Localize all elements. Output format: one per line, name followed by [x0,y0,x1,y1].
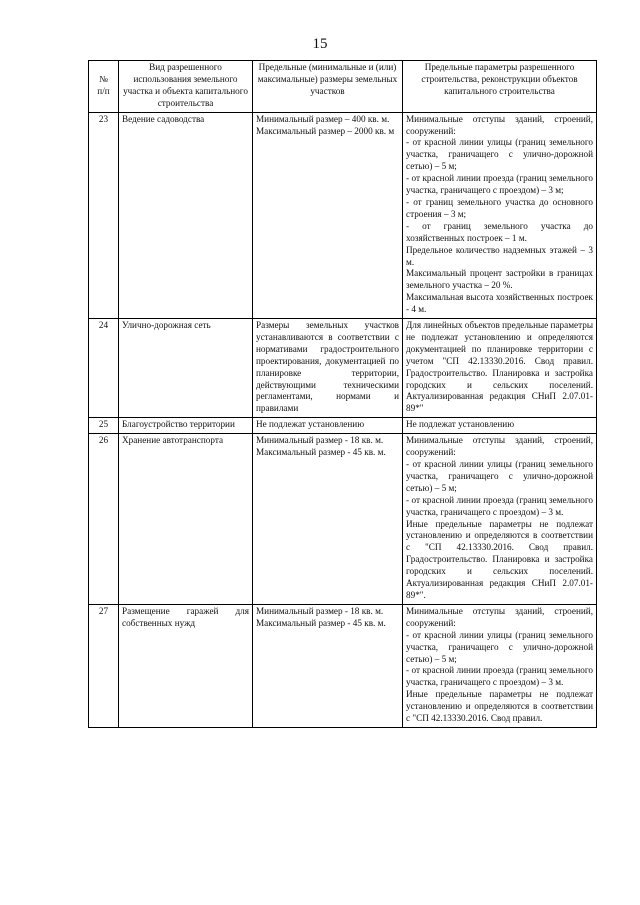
row-params: Минимальные отступы зданий, строений, сооружений: - от красной линии улицы (границ земельного участка, граничащего с улично-дорожной сетью) – 5 м; - от красной линии проезда (границ земельного участка, граничащего с проездом) – 3 м. Иные предельные параметры не подлежат установлению и определяются в соответствии с "СП 42.13330.2016. Свод правил. [403,604,597,727]
table-row [89,418,597,434]
row-params: Для линейных объектов предельные параметры не подлежат установлению и определяются документацией по планировке территории с учетом "СП 42.13330.2016. Свод правил. Градостроительство. Планировка и застройка городских и сельских поселений. Актуализированная редакция СНиП 2.07.01-89*" [403,319,597,418]
table-row [89,434,597,605]
row-size: Минимальный размер - 18 кв. м. Максимальный размер - 45 кв. м. [253,434,403,605]
row-params: Минимальные отступы зданий, строений, сооружений: - от красной линии улицы (границ земельного участка, граничащего с улично-дорожной сетью) – 5 м; - от красной линии проезда (границ земельного участка, граничащего с проездом) – 3 м; - от границ земельного участка до основного строения – 3 м; - от границ земельного участка до хозяйственных построек – 1 м. Предельное количество надземных этажей – 3 м. Максимальный процент застройки в границах земельного участка – 20 %. Максимальная высота хозяйственных построек - 4 м. [403,112,597,318]
row-size: Размеры земельных участков устанавливаются в соответствии с нормативами градостроительного проектирования, документацией по планировке территории, действующими техническими регламентами, нормами и правилами [253,319,403,418]
page-number: 15 [312,36,328,52]
row-size: Минимальный размер – 400 кв. м. Максимальный размер – 2000 кв. м [253,112,403,318]
row-use: Благоустройство территории [119,418,253,434]
land-use-table [88,60,597,728]
header-params: Предельные параметры разрешенного строительства, реконструкции объектов капитального строительства [403,61,597,113]
row-size: Минимальный размер - 18 кв. м. Максимальный размер - 45 кв. м. [253,604,403,727]
row-use: Хранение автотранспорта [119,434,253,605]
row-number: 23 [89,112,119,318]
header-use: Вид разрешенного использования земельного участка и объекта капитального строительства [119,61,253,113]
table-header-row [89,61,597,113]
row-size: Не подлежат установлению [253,418,403,434]
header-num: № п/п [89,61,119,113]
header-size: Предельные (минимальные и (или) максимальные) размеры земельных участков [253,61,403,113]
row-use: Ведение садоводства [119,112,253,318]
table-row [89,112,597,318]
row-use: Размещение гаражей для собственных нужд [119,604,253,727]
table-row [89,604,597,727]
table-row [89,319,597,418]
row-use: Улично-дорожная сеть [119,319,253,418]
row-number: 24 [89,319,119,418]
row-number: 25 [89,418,119,434]
row-params: Минимальные отступы зданий, строений, сооружений: - от красной линии улицы (границ земельного участка, граничащего с улично-дорожной сетью) – 5 м; - от красной линии проезда (границ земельного участка, граничащего с проездом) – 3 м. Иные предельные параметры не подлежат установлению и определяются в соответствии с "СП 42.13330.2016. Свод правил. Градостроительство. Планировка и застройка городских и сельских поселений. Актуализированная редакция СНиП 2.07.01-89*". [403,434,597,605]
row-params: Не подлежат установлению [403,418,597,434]
row-number: 26 [89,434,119,605]
row-number: 27 [89,604,119,727]
